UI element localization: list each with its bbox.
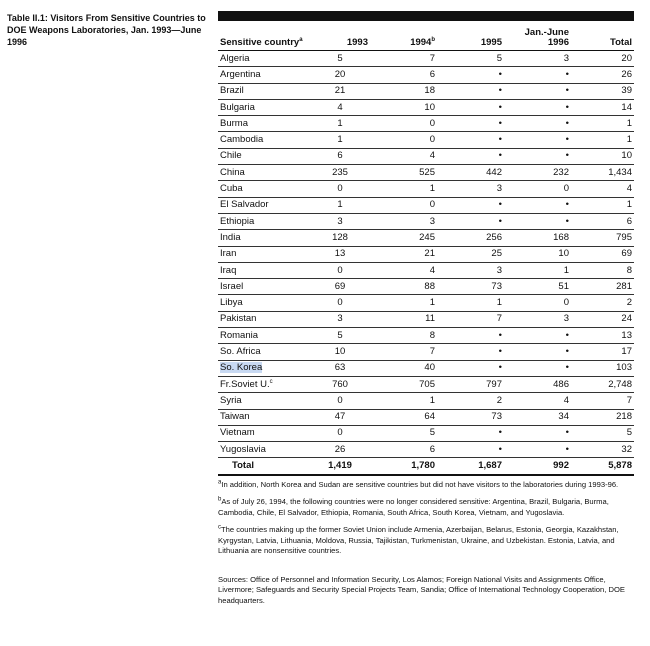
cell-1996: • xyxy=(504,197,571,213)
cell-1993: 3 xyxy=(310,311,370,327)
cell-1996: • xyxy=(504,116,571,132)
header-country-mark: a xyxy=(299,36,303,43)
table-row xyxy=(218,295,634,311)
cell-total: 26 xyxy=(571,67,634,83)
cell-total: 17 xyxy=(571,344,634,360)
footnotes xyxy=(218,480,634,557)
cell-1996: 3 xyxy=(504,311,571,327)
cell-1995: • xyxy=(437,148,504,164)
cell-1993: 3 xyxy=(310,213,370,229)
header-1996-top: Jan.-June xyxy=(524,27,569,38)
total-1996: 992 xyxy=(504,458,571,475)
cell-1995: 2 xyxy=(437,393,504,409)
cell-country: Chile xyxy=(218,148,310,164)
cell-1994: 7 xyxy=(370,51,437,67)
total-label: Total xyxy=(218,458,310,475)
cell-country: Fr.Soviet U.$^c$ xyxy=(218,376,310,392)
total-grand: 5,878 xyxy=(571,458,634,475)
cell-country: So. Korea xyxy=(218,360,310,376)
header-1995: 1995 xyxy=(437,21,504,51)
cell-country: Cuba xyxy=(218,181,310,197)
cell-1995: • xyxy=(437,116,504,132)
cell-1993: 4 xyxy=(310,99,370,115)
cell-1994: 21 xyxy=(370,246,437,262)
table-row xyxy=(218,328,634,344)
cell-1994: 1 xyxy=(370,181,437,197)
footnote-a: $^a$In addition, North Korea and Sudan are sensitive countries but did not have visitors to the laboratories during 1993-96. xyxy=(218,479,619,489)
cell-country: Cambodia xyxy=(218,132,310,148)
cell-1994: 8 xyxy=(370,328,437,344)
cell-1996: 1 xyxy=(504,262,571,278)
cell-total: 795 xyxy=(571,230,634,246)
table-row xyxy=(218,425,634,441)
table-row xyxy=(218,442,634,458)
cell-1995: 1 xyxy=(437,295,504,311)
cell-1994: 3 xyxy=(370,213,437,229)
table-row xyxy=(218,67,634,83)
cell-1996: • xyxy=(504,83,571,99)
cell-total: 1,434 xyxy=(571,165,634,181)
cell-1996: 34 xyxy=(504,409,571,425)
cell-1996: 232 xyxy=(504,165,571,181)
cell-1993: 0 xyxy=(310,262,370,278)
cell-country: Yugoslavia xyxy=(218,442,310,458)
table-row xyxy=(218,344,634,360)
cell-total: 7 xyxy=(571,393,634,409)
cell-1993: 760 xyxy=(310,376,370,392)
table-caption: Table II.1: Visitors From Sensitive Countries to DOE Weapons Laboratories, Jan. 1993—June 1996 xyxy=(7,13,206,47)
cell-total: 4 xyxy=(571,181,634,197)
sources-note: Sources: Office of Personnel and Information Security, Los Alamos; Foreign National Visits and Assignments Office, Livermore; Safeguards and Security Special Projects Team, Sandia; Office of International Technology Cooperation, DOE headquarters. xyxy=(218,574,625,605)
cell-1995: • xyxy=(437,442,504,458)
cell-1996: 168 xyxy=(504,230,571,246)
table-row xyxy=(218,181,634,197)
cell-1996: • xyxy=(504,67,571,83)
total-1993: 1,419 xyxy=(310,458,370,475)
cell-1995: • xyxy=(437,213,504,229)
cell-1995: • xyxy=(437,197,504,213)
cell-1995: 7 xyxy=(437,311,504,327)
cell-1994: 6 xyxy=(370,67,437,83)
cell-country: Algeria xyxy=(218,51,310,67)
cell-1993: 0 xyxy=(310,181,370,197)
cell-1995: 3 xyxy=(437,181,504,197)
total-1994: 1,780 xyxy=(370,458,437,475)
table-row xyxy=(218,197,634,213)
cell-1996: 0 xyxy=(504,295,571,311)
cell-1996: 10 xyxy=(504,246,571,262)
cell-country: China xyxy=(218,165,310,181)
cell-1994: 4 xyxy=(370,148,437,164)
cell-country: Ethiopia xyxy=(218,213,310,229)
cell-country: Taiwan xyxy=(218,409,310,425)
cell-1995: 442 xyxy=(437,165,504,181)
cell-1995: 797 xyxy=(437,376,504,392)
visitors-table xyxy=(218,21,634,476)
visitors-table-container xyxy=(218,11,634,606)
cell-1995: 73 xyxy=(437,279,504,295)
table-row xyxy=(218,148,634,164)
cell-1994: 10 xyxy=(370,99,437,115)
cell-country: Iran xyxy=(218,246,310,262)
header-1996 xyxy=(504,21,571,51)
cell-1996: • xyxy=(504,148,571,164)
table-row xyxy=(218,213,634,229)
table-row xyxy=(218,376,634,392)
cell-1996: • xyxy=(504,344,571,360)
table-row xyxy=(218,279,634,295)
cell-total: 1 xyxy=(571,116,634,132)
header-country: Sensitive country$^a$ xyxy=(218,21,310,51)
cell-1993: 1 xyxy=(310,116,370,132)
cell-total: 218 xyxy=(571,409,634,425)
cell-country: Vietnam xyxy=(218,425,310,441)
cell-country: Romania xyxy=(218,328,310,344)
footnote-a-mark: a xyxy=(218,479,222,486)
cell-total: 69 xyxy=(571,246,634,262)
cell-1993: 128 xyxy=(310,230,370,246)
cell-1994: 4 xyxy=(370,262,437,278)
cell-1993: 26 xyxy=(310,442,370,458)
cell-total: 5 xyxy=(571,425,634,441)
cell-1994: 0 xyxy=(370,197,437,213)
cell-1995: • xyxy=(437,99,504,115)
table-row xyxy=(218,409,634,425)
cell-country: Bulgaria xyxy=(218,99,310,115)
cell-1993: 47 xyxy=(310,409,370,425)
cell-country: India xyxy=(218,230,310,246)
cell-total: 2,748 xyxy=(571,376,634,392)
cell-1993: 13 xyxy=(310,246,370,262)
cell-total: 8 xyxy=(571,262,634,278)
cell-total: 2 xyxy=(571,295,634,311)
cell-1996: 4 xyxy=(504,393,571,409)
cell-country: El Salvador xyxy=(218,197,310,213)
cell-1993: 21 xyxy=(310,83,370,99)
cell-1993: 1 xyxy=(310,197,370,213)
header-1996-year: 1996 xyxy=(547,37,569,48)
cell-1994: 5 xyxy=(370,425,437,441)
cell-1993: 69 xyxy=(310,279,370,295)
table-row xyxy=(218,311,634,327)
footnote-c: $^c$The countries making up the former Soviet Union include Armenia, Azerbaijan, Belarus, Estonia, Georgia, Kazakhstan, Kyrgystan, Latvia, Lithuania, Moldova, Russia, Tajikistan, Turkmenistan, Ukraine, and Uzbekistan. Estonia, Latvia, and Lithuania are nonsensitive countries. xyxy=(218,524,619,556)
cell-country: Israel xyxy=(218,279,310,295)
cell-1996: 0 xyxy=(504,181,571,197)
cell-country: Libya xyxy=(218,295,310,311)
cell-1994: 11 xyxy=(370,311,437,327)
table-top-rule xyxy=(218,11,634,21)
cell-1996: • xyxy=(504,132,571,148)
cell-1995: 25 xyxy=(437,246,504,262)
cell-1994: 18 xyxy=(370,83,437,99)
cell-1993: 5 xyxy=(310,51,370,67)
table-row xyxy=(218,99,634,115)
cell-1993: 0 xyxy=(310,393,370,409)
cell-country: Burma xyxy=(218,116,310,132)
cell-1994: 40 xyxy=(370,360,437,376)
cell-country: Argentina xyxy=(218,67,310,83)
cell-country: Brazil xyxy=(218,83,310,99)
country-footnote-mark: c xyxy=(269,378,273,385)
cell-1993: 10 xyxy=(310,344,370,360)
cell-total: 103 xyxy=(571,360,634,376)
cell-total: 39 xyxy=(571,83,634,99)
cell-total: 1 xyxy=(571,197,634,213)
cell-1993: 6 xyxy=(310,148,370,164)
cell-1993: 1 xyxy=(310,132,370,148)
cell-1993: 5 xyxy=(310,328,370,344)
cell-1993: 0 xyxy=(310,425,370,441)
cell-total: 24 xyxy=(571,311,634,327)
table-row xyxy=(218,116,634,132)
cell-1994: 88 xyxy=(370,279,437,295)
cell-1994: 1 xyxy=(370,295,437,311)
cell-1993: 235 xyxy=(310,165,370,181)
footnote-b: $^b$As of July 26, 1994, the following countries were no longer considered sensitive: Argentina, Brazil, Bulgaria, Burma, Cambodia, Chile, El Salvador, Ethiopia, Romania, South Africa, South Korea, Vietnam, and Yugoslavia. xyxy=(218,496,609,517)
total-row xyxy=(218,458,634,475)
cell-1994: 0 xyxy=(370,132,437,148)
cell-total: 14 xyxy=(571,99,634,115)
cell-1995: • xyxy=(437,360,504,376)
cell-1996: 51 xyxy=(504,279,571,295)
table-body xyxy=(218,51,634,475)
cell-total: 281 xyxy=(571,279,634,295)
footnote-b-mark: b xyxy=(218,496,222,503)
cell-total: 13 xyxy=(571,328,634,344)
table-row xyxy=(218,230,634,246)
cell-country: Iraq xyxy=(218,262,310,278)
cell-1995: 3 xyxy=(437,262,504,278)
cell-1996: • xyxy=(504,328,571,344)
cell-1996: 3 xyxy=(504,51,571,67)
table-row xyxy=(218,165,634,181)
header-1994: 1994$^b$ xyxy=(370,21,437,51)
cell-1993: 0 xyxy=(310,295,370,311)
table-row xyxy=(218,51,634,67)
cell-1995: • xyxy=(437,83,504,99)
table-row xyxy=(218,393,634,409)
cell-total: 6 xyxy=(571,213,634,229)
cell-1994: 7 xyxy=(370,344,437,360)
cell-total: 1 xyxy=(571,132,634,148)
cell-1995: • xyxy=(437,328,504,344)
cell-1994: 6 xyxy=(370,442,437,458)
cell-1994: 525 xyxy=(370,165,437,181)
cell-country: Syria xyxy=(218,393,310,409)
cell-total: 32 xyxy=(571,442,634,458)
cell-1996: • xyxy=(504,99,571,115)
cell-1994: 245 xyxy=(370,230,437,246)
table-row xyxy=(218,360,634,376)
cell-1996: • xyxy=(504,442,571,458)
table-row xyxy=(218,83,634,99)
cell-total: 20 xyxy=(571,51,634,67)
cell-1995: • xyxy=(437,132,504,148)
table-row xyxy=(218,246,634,262)
cell-1994: 64 xyxy=(370,409,437,425)
header-total: Total xyxy=(571,21,634,51)
cell-1996: • xyxy=(504,425,571,441)
table-header-row xyxy=(218,21,634,51)
cell-1994: 705 xyxy=(370,376,437,392)
cell-1996: • xyxy=(504,213,571,229)
cell-country: Pakistan xyxy=(218,311,310,327)
footnote-c-mark: c xyxy=(218,524,221,531)
cell-1993: 20 xyxy=(310,67,370,83)
cell-1995: • xyxy=(437,425,504,441)
cell-1996: 486 xyxy=(504,376,571,392)
cell-1995: • xyxy=(437,67,504,83)
header-1994-mark: b xyxy=(431,36,435,43)
cell-1994: 1 xyxy=(370,393,437,409)
cell-1995: • xyxy=(437,344,504,360)
cell-1995: 73 xyxy=(437,409,504,425)
cell-1995: 256 xyxy=(437,230,504,246)
cell-1994: 0 xyxy=(370,116,437,132)
cell-total: 10 xyxy=(571,148,634,164)
total-1995: 1,687 xyxy=(437,458,504,475)
cell-1993: 63 xyxy=(310,360,370,376)
table-row xyxy=(218,132,634,148)
header-1993: 1993 xyxy=(310,21,370,51)
cell-1996: • xyxy=(504,360,571,376)
cell-country: So. Africa xyxy=(218,344,310,360)
cell-1995: 5 xyxy=(437,51,504,67)
table-row xyxy=(218,262,634,278)
